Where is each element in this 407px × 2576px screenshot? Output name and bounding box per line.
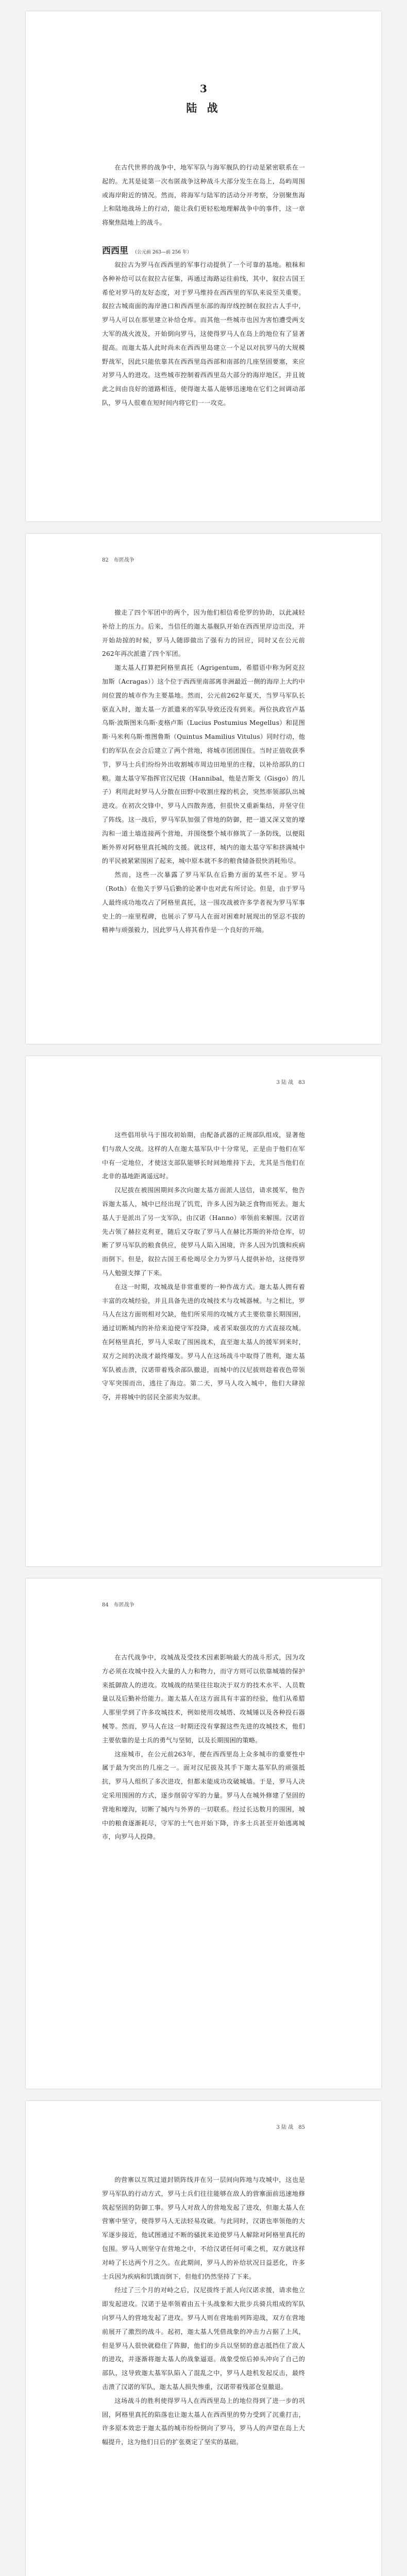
section-heading [102, 243, 305, 256]
chapter-label: 3 陆 战 [276, 2125, 294, 2130]
page-5 [26, 2101, 381, 2576]
page-3-body [102, 1128, 305, 1404]
paragraph: 经过了三个月的对峙之后，汉尼拔终于派人向汉诺求援，请求他立即发起进攻。汉诺于是率领着由五十头战象和大批步兵骑兵组成的军队向罗马人的营地发起了进攻。罗马人则在营地前列阵迎战，双方在营地前展开了激烈的战斗。起初，迦太基人凭借战象的冲击力占据了上风，但是罗马人很快就稳住了阵脚，他们的步兵以坚韧的意志抵挡住了敌人的进攻，并逐渐将迦太基人的战象逼退。战象受惊后掉头冲向了自己的部队，这导致迦太基军队陷入了混乱之中，罗马人趁机发起反击，最终击溃了汉诺的军队，迦太基人损失惨重，汉诺带着残部仓皇撤退。 [102, 2286, 305, 2391]
page-2 [26, 534, 381, 1044]
chapter-title: 陆 战 [186, 101, 221, 114]
section-title: 西西里 [102, 245, 128, 256]
page-5-body [102, 2173, 305, 2449]
chapter-number: 3 [200, 82, 207, 95]
page-4-body [102, 1651, 305, 1844]
paragraph: 这场战斗的胜利使得罗马人在西西里岛上的地位得到了进一步的巩固，阿格里真托的陷落也让迦太基人在西西里的势力受到了沉重打击，许多原本效忠于迦太基的城市纷纷倒向了罗马，罗马人的声望在岛上大幅提升，这为他们日后的扩张奠定了坚实的基础。 [102, 2397, 305, 2446]
paragraph: 这座城市，在公元前263年，便在西西里岛上众多城市的重要性中属于最为突出的几座之一。面对汉尼拔及其手下迦太基军队的顽强抵抗，罗马人组织了多次进攻，但都未能成功攻破城墙。于是，罗马人决定采用围困的方式，逐步削弱守军的力量。罗马人在城外修建了坚固的营地和壕沟，切断了城内与外界的一切联系。经过长达数月的围困，城中的粮食逐渐耗尽，守军的士气也开始下降，许多士兵甚至开始逃离城市，向罗马人投降。 [102, 1750, 305, 1841]
page-number: 82 [102, 557, 109, 563]
page-number: 83 [298, 1080, 305, 1086]
paragraph: 这些倡用驮马于围攻初始期，由配备武器的正规部队组成，显著他们与敌人交战。这样的人在迦太基军队中十分常见，正是由于他们在军中有一定地位，才使这支部队能够长时间地维持下去，尤其是当他们在北非的基地距离遥远时。 [102, 1131, 305, 1180]
paragraph: 然而，这些一次暴露了罗马军队在后勤方面的某些不足。罗马（Roth）在他关于罗马后勤的论著中也对此有所讨论。但是，由于罗马人最终成功地攻占了阿格里真托，这一围攻战被许多学者视为罗马军事史上的一座里程碑，也展示了罗马人在面对困难时展现出的坚忍不拔的精神与顽强毅力，因此罗马人将其看作是一个良好的开端。 [102, 871, 305, 934]
running-header [277, 2123, 305, 2130]
page-number: 84 [102, 1602, 109, 1608]
paragraph: 撤走了四个军团中的两个，因为他们相信希伦罗的协助，以此减轻补给上的压力。后来，当信任的迦太基舰队开始在西西里岸边出没，并开始劫掠的时候，罗马人随即做出了强有力的回应，同时又在公元前262年再次派遣了四个军团。 [102, 609, 305, 658]
page-2-body [102, 606, 305, 937]
page-1 [26, 11, 381, 521]
paragraph: 在古代战争中，攻城战及受技术因素影响最大的战斗形式，因为攻方必须在攻城中投入大量的人力和物力，而守方则可以依靠城墙的保护来抵御敌人的进攻。攻城战的结果往往取决于双方的技术水平、人员数量以及后勤补给能力。迦太基人在这方面具有丰富的经验，他们从希腊人那里学到了许多攻城技术，例如使用攻城塔、攻城锤以及各种投石器械等。然而，罗马人在这一时期还没有掌握这些先进的攻城技术，他们主要依靠的是士兵的勇气与坚韧，以及长期围困的策略。 [102, 1654, 305, 1744]
book-title: 布匿战争 [113, 1602, 134, 1608]
page-4 [26, 1579, 381, 2089]
running-header [102, 1600, 134, 1608]
paragraph: 迦太基人打算把阿格里真托（Agrigentum，希腊语中称为阿克拉加斯（Acragas））这个位于西西里南部离非洲最近一侧的海岸上大约中间位置的城市作为主要基地。然而，公元前262年夏天，当罗马军队长驱直入时，迦太基一方派遣来的军队导致还没有到来。两位执政官卢基乌斯·波斯图米乌斯·麦格卢斯（Lucius Postumius Megellus）和昆图斯·马米利乌斯·维图鲁斯（Quintus Mamilius Vitulus）同时行动，他们的军队在会合后建立了两个营地，将城市团团围住。当时正值收获季节，罗马士兵们纷纷外出收割城市周边田地里的庄稼，以补给部队的口粮。迦太基守军指挥官汉尼拔（Hannibal，他是吉斯戈（Gisgo）的儿子）利用此时罗马人分散在田野中收割庄稼的机会，突然率领部队出城进攻。在初次交锋中，罗马人四散奔逃，但很快又重新集结，并坚守住了阵线。这一战后，罗马军队加强了营地的防御，把一道又深又宽的壕沟和一道土墙连接两个营地，并围绕整个城市修筑了一条防线，以便阻断外界对阿格里真托城的支援。就这样，城内的迦太基守军和挤满城中的平民被紧紧围困了起来，城中原本就不多的粮食储备很快消耗殆尽。 [102, 664, 305, 865]
section-dates: （公元前 263—前 256 年） [132, 249, 192, 255]
running-header [277, 1078, 305, 1086]
page-1-body [102, 161, 305, 410]
paragraph: 在这一时期，攻城战是非常重要的一种作战方式。迦太基人拥有着丰富的攻城经验，并且具备先进的攻城技术与攻城器械。与之相比，罗马人在这方面则相对欠缺，他们所采用的攻城方式主要依靠长期围困，通过切断城内的补给来迫使守军投降，或者采取强攻的方式直接攻城。在阿格里真托，罗马人采取了围困战术，直至迦太基人的援军到来时，双方之间的决战才最终爆发。罗马人在这场战斗中取得了胜利，迦太基军队被击溃，汉诺带着残余部队撤退，而城中的汉尼拔则趁着夜色带领守军突围而出，逃往了海边。第二天，罗马人攻入城中，他们大肆掠夺，并将城中的居民全部卖为奴隶。 [102, 1283, 305, 1401]
chapter-intro: 在古代世界的战争中，地军军队与海军舰队的行动是紧密联系在一起的。尤其是徒第一次布匿战争这种战斗大部分发生在岛上，岛屿周围或海岸附近的情况。然而，将海军与陆军的活动分开考察，分别聚焦海上和陆地战场上的行动，能让我们更轻松地理解战争中的事件，这一章将聚焦陆地上的战斗。 [102, 164, 305, 227]
paragraph: 叙拉古为罗马在西西里的军事行动提供了一个可靠的基地。粮秣和各种补给可以在叙拉古征集，再通过海路运往前线，其中，叙拉古国王希伦对罗马的友好态度，对于罗马维持在西西里的军队来说至关重要。叙拉古城南面的海岸港口和西西里东部的海岸线控制在叙拉古人手中，罗马人可以在那里建立补给仓库。而其他一些城市也因为害怕遭受两支大军的战火波及，开始倒向罗马，这使得罗马人在岛上的地位有了显著提高。而迦太基人此时尚未在西西里岛建立一个足以对抗罗马的大规模野战军，因此只能依靠其在西西里岛西部和南部的几座坚固要塞，来应对罗马人的进攻。这些城市控制着西西里岛大部分的海岸地区，并且彼此之间由良好的道路相连，使得迦太基人能够迅速地在它们之间调动部队，罗马人很难在短时间内将它们一一攻克。 [102, 261, 305, 406]
page-3 [26, 1056, 381, 1566]
book-title: 布匿战争 [113, 557, 134, 563]
running-header [102, 555, 134, 563]
paragraph: 的营寨以互筑过道封锁阵线并在另一层间向阵地与攻城中，这也是罗马军队的行动方式，罗马士兵们往往能够在敌人的营寨面前迅速地修筑起坚固的防御工事。罗马人对敌人的营地发起了进攻，但迦太基人在营寨中坚守，使得罗马人无法轻易攻破。与此同时，汉诺也率领他的大军逐步接近，他试图通过不断的骚扰来迫使罗马人解除对阿格里真托的包围。罗马人则坚守在营地之中，不给汉诺任何可乘之机，双方就这样对峙了长达两个月之久。在此期间，罗马人的补给状况日益恶化，许多士兵因为疾病和饥饿而倒下，但他们仍然坚持了下来。 [102, 2176, 305, 2280]
page-number: 85 [298, 2125, 305, 2130]
chapter-label: 3 陆 战 [276, 1080, 294, 1086]
paragraph: 汉尼拔在被围困期间多次向迦太基方面派人送信，请求援军，他告诉迦太基人，城中已经出现了饥荒，许多人因为缺乏食物而死去。迦太基人于是派出了另一支军队，由汉诺（Hanno）率领前来解围。汉诺首先占领了赫拉克利亚，随后又夺取了罗马人在赫比苏斯的补给仓库，切断了罗马军队的粮食供应，使罗马人陷入困境，许多人因为饥饿和疾病而倒下。但是，叙拉古国王希伦竭尽全力为罗马人提供补给，这使得罗马人勉强支撑了下来。 [102, 1187, 305, 1277]
